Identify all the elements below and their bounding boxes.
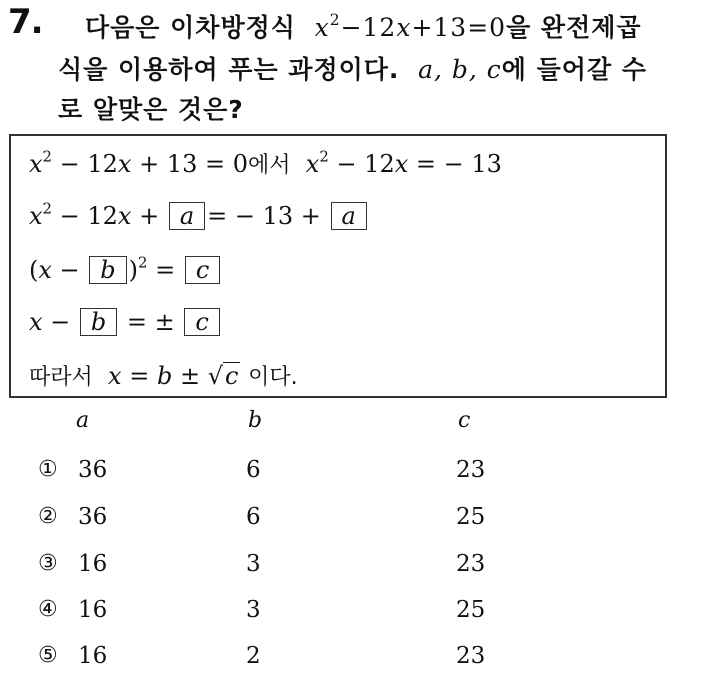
option-a: 16 bbox=[78, 551, 108, 577]
equation-inline: $x^2-12x+13=0$ bbox=[314, 11, 507, 42]
blank-c: c bbox=[185, 256, 220, 284]
option-1[interactable] bbox=[38, 457, 678, 497]
option-2[interactable] bbox=[38, 504, 678, 544]
solution-box bbox=[9, 134, 667, 398]
question-line-3: 로 알맞은 것은? bbox=[58, 95, 244, 124]
question-text-2a: 식을 이용하여 푸는 과정이다. bbox=[58, 55, 400, 84]
option-c: 23 bbox=[456, 457, 486, 483]
option-b: 3 bbox=[246, 597, 261, 623]
option-5[interactable] bbox=[38, 643, 678, 683]
question-text-1a: 다음은 이차방정식 bbox=[85, 13, 296, 42]
option-b: 6 bbox=[246, 457, 261, 483]
header-a: a bbox=[76, 408, 90, 433]
blank-a: a bbox=[169, 202, 205, 230]
option-a: 16 bbox=[78, 597, 108, 623]
blank-b: b bbox=[89, 256, 126, 284]
option-marker: ⑤ bbox=[38, 643, 58, 668]
option-c: 25 bbox=[456, 597, 486, 623]
option-marker: ④ bbox=[38, 597, 58, 622]
question-number: 7. bbox=[8, 2, 43, 42]
step-5-korean-pre: 따라서 bbox=[29, 365, 93, 390]
option-a: 16 bbox=[78, 643, 108, 669]
step-3: (x − b )$^2$ = c bbox=[29, 256, 222, 284]
blank-a: a bbox=[331, 202, 367, 230]
variables-inline: a, b, c bbox=[409, 55, 502, 84]
option-a: 36 bbox=[78, 504, 108, 530]
step-1: $x^2 - 12x + 13 = 0$에서 $x^2 - 12x$ = − 13 bbox=[29, 147, 502, 178]
option-marker: ① bbox=[38, 457, 58, 482]
option-b: 3 bbox=[246, 551, 261, 577]
question-line-1 bbox=[85, 8, 642, 44]
blank-c: c bbox=[184, 308, 219, 336]
option-c: 23 bbox=[456, 643, 486, 669]
option-marker: ③ bbox=[38, 551, 58, 576]
header-b: b bbox=[248, 408, 263, 433]
question-text-2b: 에 들어갈 수 bbox=[501, 55, 647, 84]
step-2: $x^2 - 12x + a$ = − 13 + a bbox=[29, 202, 369, 230]
option-b: 6 bbox=[246, 504, 261, 530]
option-c: 23 bbox=[456, 551, 486, 577]
option-marker: ② bbox=[38, 504, 58, 529]
option-b: 2 bbox=[246, 643, 261, 669]
step-5-korean-post: 이다. bbox=[248, 365, 298, 390]
step-5: 따라서 x = b ± √c 이다. bbox=[29, 362, 298, 390]
sqrt-c: √c bbox=[207, 362, 239, 390]
question-line-2 bbox=[58, 50, 647, 86]
question-text-1b: 을 완전제곱 bbox=[506, 13, 642, 42]
header-c: c bbox=[458, 408, 471, 433]
blank-b: b bbox=[80, 308, 117, 336]
step-4: x − b = ± c bbox=[29, 308, 222, 336]
step-1-korean: 에서 bbox=[248, 153, 291, 178]
option-3[interactable] bbox=[38, 551, 678, 591]
option-a: 36 bbox=[78, 457, 108, 483]
option-c: 25 bbox=[456, 504, 486, 530]
option-4[interactable] bbox=[38, 597, 678, 637]
